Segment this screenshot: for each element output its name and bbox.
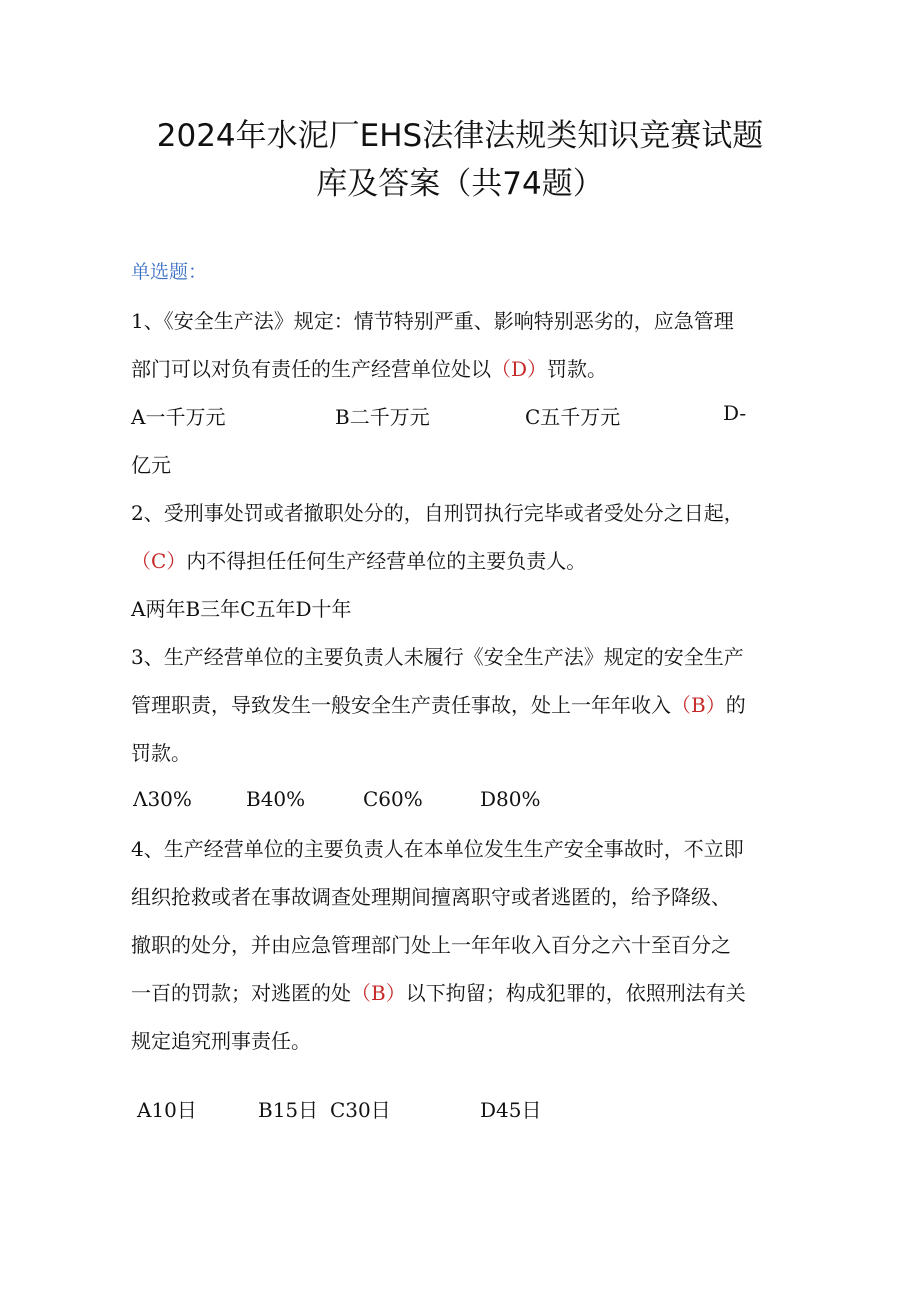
question-2-line-2: （C）内不得担任任何生产经营单位的主要负责人。 xyxy=(131,549,587,573)
question-4-line-4: 一百的罚款；对逃匿的处（B）以下拘留；构成犯罪的，依照刑法有关 xyxy=(131,981,746,1005)
question-3-line-3: 罚款。 xyxy=(131,741,191,765)
question-1-option-b: B二千万元 xyxy=(335,405,430,429)
question-3-option-d: D80% xyxy=(480,787,541,811)
question-4-option-d: D45日 xyxy=(480,1098,542,1122)
answer-mark: （C） xyxy=(131,549,187,573)
question-2-options: A两年B三年C五年D十年 xyxy=(131,597,352,621)
document-title-line-2: 库及答案（共74题） xyxy=(316,166,604,202)
question-3-line-2: 管理职责，导致发生一般安全生产责任事故，处上一年年收入（B）的 xyxy=(131,693,746,717)
question-4-line-5: 规定追究刑事责任。 xyxy=(131,1029,311,1053)
question-3-line-1: 3、生产经营单位的主要负责人未履行《安全生产法》规定的安全生产 xyxy=(131,645,744,669)
section-label-single-choice: 单选题： xyxy=(131,261,208,283)
question-1-option-a: A一千万元 xyxy=(131,405,226,429)
question-1-option-d: D- xyxy=(723,401,747,425)
question-4-line-1: 4、生产经营单位的主要负责人在本单位发生生产安全事故时，不立即 xyxy=(131,837,744,861)
question-3-option-c: C60% xyxy=(363,787,423,811)
question-4-option-c: C30日 xyxy=(330,1098,391,1122)
question-4-line-3: 撤职的处分，并由应急管理部门处上一年年收入百分之六十至百分之 xyxy=(131,933,731,957)
answer-mark: （B） xyxy=(351,981,406,1005)
question-4-option-b: B15日 xyxy=(258,1098,319,1122)
question-1-line-2: 部门可以对负有责任的生产经营单位处以（D）罚款。 xyxy=(131,357,608,381)
question-1-line-1: 1、《安全生产法》规定：情节特别严重、影响特别恶劣的，应急管理 xyxy=(131,309,734,333)
answer-mark: （D） xyxy=(491,357,548,381)
question-3-option-b: B40% xyxy=(246,787,306,811)
question-1-option-c: C五千万元 xyxy=(525,405,621,429)
question-1-option-d-wrap: 亿元 xyxy=(131,453,171,477)
question-4-option-a: A10日 xyxy=(137,1098,197,1122)
question-3-option-a: Λ30% xyxy=(133,787,192,811)
answer-mark: （B） xyxy=(671,693,726,717)
document-title-line-1: 2024年水泥厂EHS法律法规类知识竞赛试题 xyxy=(156,118,764,154)
question-2-line-1: 2、受刑事处罚或者撤职处分的，自刑罚执行完毕或者受处分之日起， xyxy=(131,501,744,525)
question-4-line-2: 组织抢救或者在事故调查处理期间擅离职守或者逃匿的，给予降级、 xyxy=(131,885,731,909)
